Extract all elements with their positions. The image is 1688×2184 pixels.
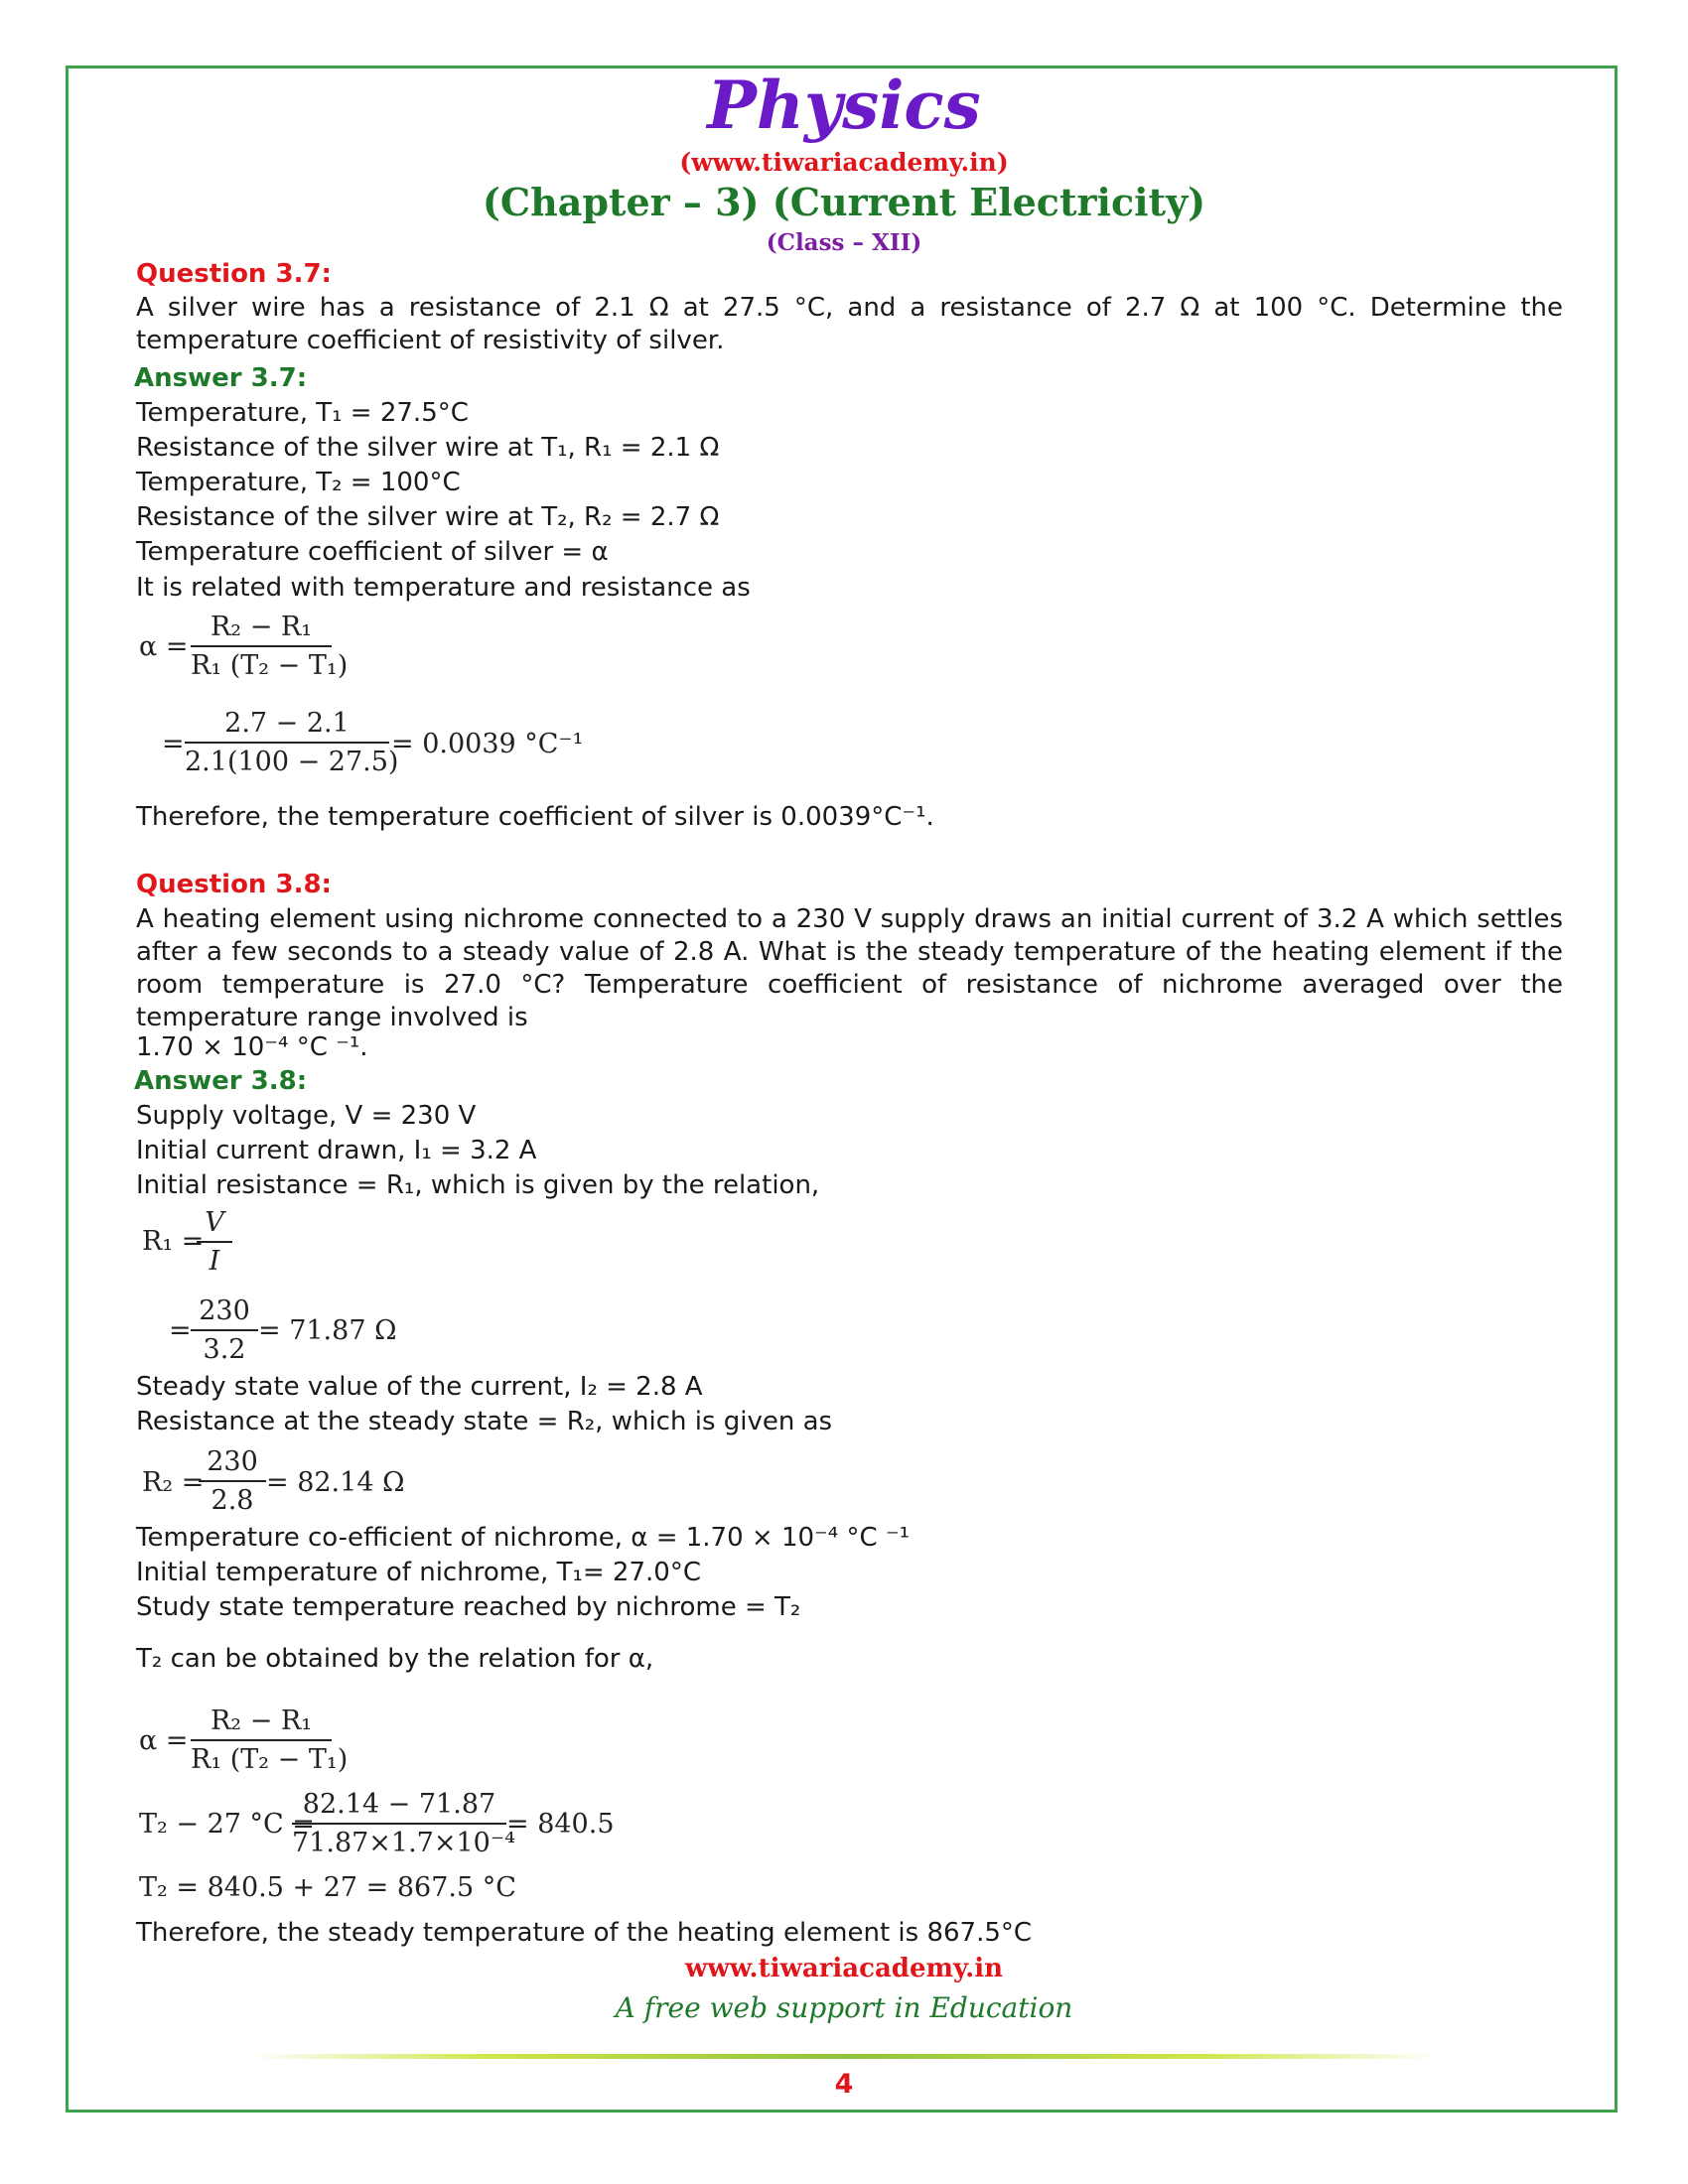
answer-line: T₂ can be obtained by the relation for α, — [136, 1644, 654, 1674]
fraction-numerator: V — [197, 1205, 232, 1243]
answer-3-7-conclusion: Therefore, the temperature coefficient of silver is 0.0039°C⁻¹. — [136, 802, 934, 832]
equation-lhs: R₁ = — [142, 1226, 205, 1257]
equation-fraction — [185, 706, 399, 781]
equation-fraction — [191, 1294, 258, 1369]
equation-lhs: = — [162, 729, 185, 759]
equation-fraction — [191, 1704, 349, 1779]
question-3-8-text: A heating element using nichrome connected to a 230 V supply draws an initial current of 3.2 A which settles after a few seconds to a steady value of 2.8 A. What is the steady temperature of the heating element if the room temperature is 27.0 °C? Temperature coefficient of resistance of nichrome averaged over the temperature range involved is — [136, 904, 1563, 1032]
answer-line: Steady state value of the current, I₂ = 2.8 A — [136, 1372, 703, 1402]
answer-line: Temperature, T₂ = 100°C — [136, 468, 461, 497]
equation-fraction — [197, 1205, 232, 1281]
fraction-denominator: R₁ (T₂ − T₁) — [191, 650, 349, 681]
fraction-numerator: 82.14 − 71.87 — [292, 1787, 506, 1825]
equation-fraction — [292, 1787, 515, 1862]
footer-divider — [252, 2054, 1436, 2059]
fraction-numerator: R₂ − R₁ — [191, 610, 332, 647]
equation-result: = 840.5 — [506, 1809, 615, 1840]
fraction-denominator: I — [209, 1246, 220, 1277]
answer-line: Study state temperature reached by nichrome = T₂ — [136, 1592, 801, 1622]
equation-fraction — [191, 610, 349, 685]
equation-result: = 82.14 Ω — [266, 1467, 405, 1498]
fraction-numerator: 2.7 − 2.1 — [185, 706, 389, 744]
answer-line: Temperature coefficient of silver = α — [136, 537, 609, 567]
answer-3-7-label: Answer 3.7: — [134, 363, 308, 393]
equation-lhs: T₂ − 27 °C = — [139, 1809, 315, 1840]
fraction-denominator: 2.8 — [211, 1485, 254, 1516]
fraction-denominator: R₁ (T₂ − T₁) — [191, 1744, 349, 1775]
page-number: 4 — [834, 2069, 854, 2100]
answer-line: Resistance of the silver wire at T₁, R₁ = 2.1 Ω — [136, 433, 720, 463]
footer-website-link[interactable]: www.tiwariacademy.in — [685, 1954, 1003, 1983]
page-title: Physics — [707, 67, 981, 144]
equation-fraction — [199, 1444, 266, 1520]
equation-lhs: = — [169, 1315, 192, 1346]
header-website-link[interactable]: (www.tiwariacademy.in) — [679, 148, 1009, 177]
answer-line: Resistance at the steady state = R₂, which is given as — [136, 1407, 833, 1436]
answer-line: Temperature co-efficient of nichrome, α = 1.70 × 10⁻⁴ °C ⁻¹ — [136, 1523, 911, 1553]
answer-line: Resistance of the silver wire at T₂, R₂ = 2.7 Ω — [136, 502, 720, 532]
equation-lhs: α = — [139, 631, 189, 662]
fraction-denominator: 3.2 — [203, 1334, 246, 1365]
answer-line: Supply voltage, V = 230 V — [136, 1101, 477, 1131]
equation-lhs: R₂ = — [142, 1467, 205, 1498]
answer-3-8-conclusion: Therefore, the steady temperature of the heating element is 867.5°C — [136, 1918, 1033, 1948]
fraction-numerator: R₂ − R₁ — [191, 1704, 332, 1741]
fraction-denominator: 71.87×1.7×10⁻⁴ — [292, 1828, 515, 1858]
answer-line: Initial resistance = R₁, which is given by the relation, — [136, 1170, 820, 1200]
class-label: (Class – XII) — [766, 229, 922, 256]
fraction-numerator: 230 — [199, 1444, 266, 1482]
footer-tagline: A free web support in Education — [615, 1991, 1073, 2024]
chapter-heading: (Chapter – 3) (Current Electricity) — [482, 180, 1206, 224]
equation-final: T₂ = 840.5 + 27 = 867.5 °C — [139, 1872, 516, 1903]
question-3-7-text: A silver wire has a resistance of 2.1 Ω at 27.5 °C, and a resistance of 2.7 Ω at 100 °C. Determine the temperature coefficient of resistivity of silver. — [136, 293, 1563, 355]
equation-result: = 0.0039 °C⁻¹ — [391, 729, 584, 759]
question-3-8-text-end: 1.70 × 10⁻⁴ °C ⁻¹. — [136, 1032, 368, 1062]
answer-3-8-label: Answer 3.8: — [134, 1066, 308, 1096]
equation-result: = 71.87 Ω — [258, 1315, 397, 1346]
fraction-denominator: 2.1(100 − 27.5) — [185, 747, 399, 777]
answer-line: Temperature, T₁ = 27.5°C — [136, 398, 469, 428]
answer-line: Initial temperature of nichrome, T₁= 27.0°C — [136, 1558, 701, 1587]
fraction-numerator: 230 — [191, 1294, 258, 1331]
equation-lhs: α = — [139, 1725, 189, 1756]
answer-line: It is related with temperature and resistance as — [136, 573, 751, 603]
question-3-8-label: Question 3.8: — [136, 870, 332, 899]
answer-line: Initial current drawn, I₁ = 3.2 A — [136, 1136, 537, 1165]
question-3-7-label: Question 3.7: — [136, 259, 332, 289]
